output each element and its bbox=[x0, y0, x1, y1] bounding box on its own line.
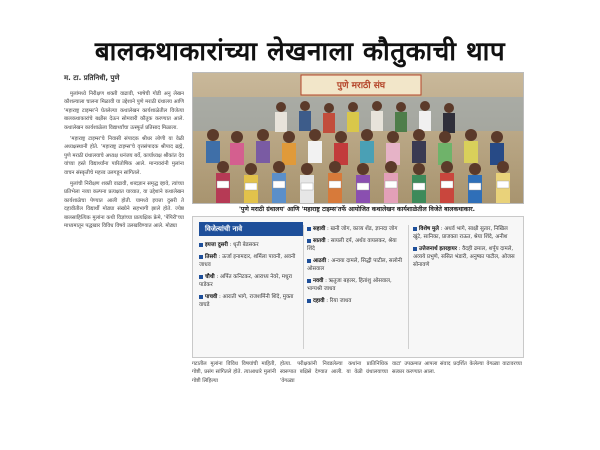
winners-column-2 bbox=[307, 225, 403, 309]
winner-entry: आठवी : अन्वया दामले, सिद्धी पाटील, सलोनी ओसवाल bbox=[307, 258, 403, 272]
headline: बालकथाकारांच्या लेखनाला कौतुकाची थाप bbox=[94, 37, 506, 67]
winner-names: ऊर्जा इनामदार, शर्मिला पावनी, अवनी जाधव bbox=[199, 254, 296, 268]
winner-entry: नववी : ऋतुजा बहलर, हितांशु ओसवाल, भाग्यश्री जाधव bbox=[307, 278, 392, 292]
article-bottom-column: वाटा' उपक्रमात आपला संवाद प्रदर्शित केलेल्या वेगळ्या वाटावरच्या सत्कार करण्यात आला. bbox=[392, 361, 522, 376]
grade-label: आठवी bbox=[313, 258, 327, 264]
winner-entry: पाचवी : आराती भागे, राजशर्मिनी शिंदे, मुक्ता वाघडे bbox=[199, 294, 294, 308]
winner-names: खनी जोग, काव्य शेंड, ज्ञानदा जोग bbox=[330, 226, 398, 232]
winner-names: ऋतुजा बहलर, हितांशु ओसवाल, भाग्यश्री जाधव bbox=[307, 278, 392, 292]
winner-names: धृती बेडसकर bbox=[233, 242, 259, 248]
grade-label: दहावी bbox=[313, 298, 325, 304]
column-divider bbox=[303, 225, 304, 349]
byline: म. टा. प्रतिनिधी, पुणे bbox=[64, 74, 120, 82]
winner-names: वैदही ढमाल, शर्पूय दामले, अव्यये प्रभुणे, ससित भंडारी, अनुष्का पाटील, ओजस सोनावणे bbox=[413, 246, 515, 268]
winner-names: सायली दर्प, अर्थव वायलकर, श्रेया शिंदे bbox=[307, 238, 397, 252]
group-photo bbox=[192, 72, 524, 204]
winner-entry: सातवी : सायली दर्प, अर्थव वायलकर, श्रेया शिंदे bbox=[307, 238, 397, 252]
winner-names: अन्वया दामले, सिद्धी पाटील, सलोनी ओसवाल bbox=[307, 258, 403, 272]
article-paragraph: मुलांची निरीक्षण शक्ती वाढावी, शब्दज्ञान समृद्ध व्हावे, त्यांच्या प्रतिभेला नव्या कल्पना प्रत्यक्षात याव्यात, या उद्देशाने कथालेखन कार्यशाळेचा पेण्यात आली होती. यामध्ये इयत्ता दुसरी ते दहावीतील विद्यार्थी मोठ्या संख्येने सहभागी झाले होते. ज्येष्ठ बालसाहित्यिक मुलांना कथी विज्ञांच्या प्रात्यक्षिक फ्रेमे, 'पेंपिरी'च्या माध्यमातून पद्धखार विविध विषये उलखविण्यात आले. मोठ्या bbox=[64, 181, 184, 230]
grade-label: तिसरी bbox=[205, 254, 217, 260]
grade-label: पाचवी bbox=[205, 294, 218, 300]
winner-entry: विशेष मुले : अथर्व भागे, साक्षी सुतार, निखिल खुंटे, सानिका, प्राजक्ता राऊत, श्रेया शिंदे, अनीश bbox=[413, 226, 508, 240]
winner-entry: तिसरी : ऊर्जा इनामदार, शर्मिला पावनी, अवनी जाधव bbox=[199, 254, 296, 268]
banner-text: पुणे मराठी संघ bbox=[336, 81, 386, 91]
winner-entry: चौथी : अर्पित कनिटकर, आराध्य नेवरे, मधुरा पाडेकर bbox=[199, 274, 293, 288]
winner-entry: इयत्ता दुसरी : धृती बेडसकर bbox=[199, 241, 299, 249]
grade-label: इयत्ता दुसरी bbox=[205, 242, 228, 248]
winner-entry: दहावी : रिया जाधव bbox=[307, 297, 403, 305]
column-divider bbox=[408, 225, 409, 349]
grade-label: सहावी bbox=[313, 226, 326, 232]
category-label: विशेष मुले bbox=[419, 226, 439, 232]
article-paragraph: 'महाराष्ट्र टाइम्स'चे निवासी संपादक श्रीधर लोणी या वेळी अध्यक्षस्थानी होते. 'महाराष्ट्र टाइम्स'चे वृत्तसंपादक श्रीपाद ब्रह्मे, पुणे मराठी ग्रंथालयाचे अध्यक्ष धनंजय बर्वे, कार्याध्यक्ष श्रीकांत देव यांच्या हस्ते विद्यार्थ्यांना पारितोषिक आले. मान्यवरांनी मुलांना वाचन संस्कृतीचे महत्त्व उलगडून सांगितले. bbox=[64, 136, 184, 176]
article-paragraph: मुलांमध्ये निरीक्षण शक्ती वाढावी, भाषेची गोडी अनु लेखन कौशल्याला चालना मिळावी या उद्देशाने पुणे मराठी ग्रंथालय आणि 'महाराष्ट्र टाइम्स'ने घेतलेल्या कथालेखन कार्यशाळेतील विजेत्या बालकथाकारांचे बक्षीस देऊन सोमवारी कौतुक करण्यात आले. कथालेखन कार्यशाळेला विद्यार्थ्यांचा उत्स्फूर्त प्रतिसाद मिळाला. bbox=[64, 91, 184, 131]
winner-names: रिया जाधव bbox=[329, 298, 352, 304]
winner-names: अथर्व भागे, साक्षी सुतार, निखिल खुंटे, सानिका, प्राजक्ता राऊत, श्रेया शिंदे, अनीश bbox=[413, 226, 508, 240]
winners-column-3 bbox=[413, 225, 517, 273]
grade-label: चौथी bbox=[205, 274, 215, 280]
category-label: उत्तेजनार्थ इतरहायर bbox=[419, 246, 457, 252]
winners-box bbox=[192, 216, 524, 358]
grade-label: नववी bbox=[313, 278, 324, 284]
article-bottom-column: होत्या. परीक्षकांनी निवडलेल्या कथांना प्रातिनिधिक स्वरूपात बक्षिसे देण्यात आली. या वेळी ग्रंथालयाच्या 'वेगळ्या bbox=[280, 361, 388, 384]
grade-label: सातवी bbox=[313, 238, 326, 244]
winner-entry: उत्तेजनार्थ इतरहायर : वैदही ढमाल, शर्पूय दामले, अव्यये प्रभुणे, ससित भंडारी, अनुष्का पाटील, ओजस सोनावणे bbox=[413, 246, 515, 268]
winner-entry: सहावी : खनी जोग, काव्य शेंड, ज्ञानदा जोग bbox=[307, 225, 403, 233]
article-bottom-column: गटातील मुलांना विविध विषयांची माहिती, गोष्टी, प्रसंग सांगितले होते. त्याआधारे मुलांनी गोष्टी लिहिल्या bbox=[192, 361, 276, 384]
article-left-column bbox=[64, 90, 184, 370]
winner-names: आराती भागे, राजशर्मिनी शिंदे, मुक्ता वाघडे bbox=[199, 294, 294, 308]
photo-caption: 'पुणे मराठी ग्रंथालय' आणि 'महाराष्ट्र टाइम्स'तर्फे आयोजित कथालेखन कार्यशाळेतील विजेते बालकथाकार. bbox=[238, 206, 475, 213]
winners-column-1 bbox=[199, 241, 299, 313]
winners-title: विजेत्यांची नावे bbox=[199, 222, 303, 236]
winner-names: अर्पित कनिटकर, आराध्य नेवरे, मधुरा पाडेकर bbox=[199, 274, 293, 288]
